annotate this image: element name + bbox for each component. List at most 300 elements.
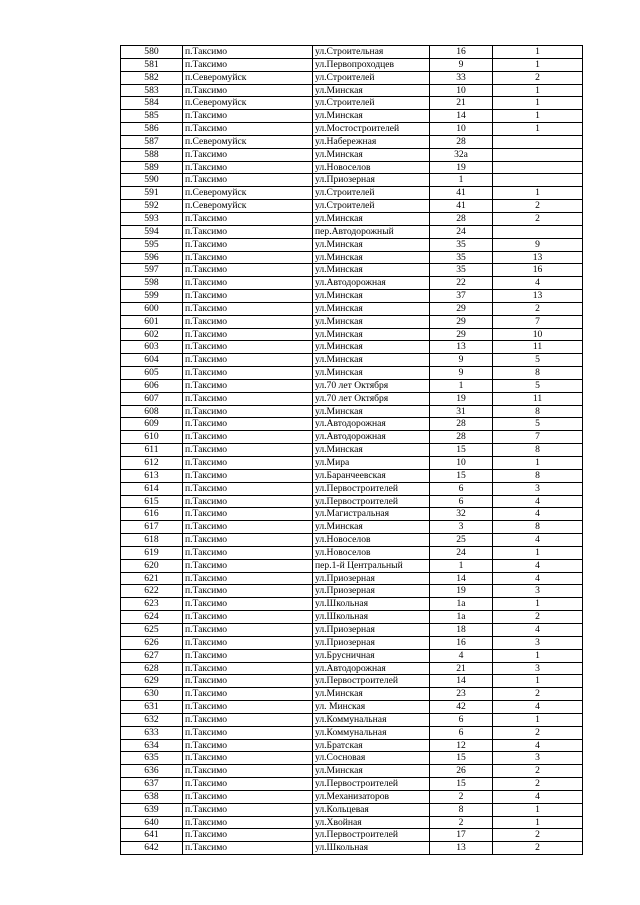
row-number: 601 [121,315,183,328]
table-row [121,765,583,778]
street-cell: ул.Строителей [313,71,430,84]
settlement-cell: п.Таксимо [183,675,313,688]
table-row [121,367,583,380]
apartment-number-cell: 2 [493,726,583,739]
settlement-cell: п.Таксимо [183,713,313,726]
address-table [120,45,583,855]
table-row [121,534,583,547]
table-row [121,290,583,303]
row-number: 622 [121,585,183,598]
settlement-cell: п.Таксимо [183,816,313,829]
street-cell: ул.Первостроителей [313,778,430,791]
house-number-cell: 29 [430,302,493,315]
street-cell: ул.Минская [313,315,430,328]
table-row [121,495,583,508]
apartment-number-cell: 3 [493,585,583,598]
apartment-number-cell: 13 [493,251,583,264]
house-number-cell: 28 [430,212,493,225]
street-cell: ул.Приозерная [313,174,430,187]
settlement-cell: п.Таксимо [183,174,313,187]
street-cell: ул.Минская [313,212,430,225]
row-number: 605 [121,367,183,380]
house-number-cell: 21 [430,97,493,110]
house-number-cell: 19 [430,585,493,598]
apartment-number-cell: 1 [493,110,583,123]
street-cell: ул.Школьная [313,842,430,855]
settlement-cell: п.Таксимо [183,598,313,611]
table-row [121,251,583,264]
table-row [121,752,583,765]
table-row [121,418,583,431]
row-number: 598 [121,277,183,290]
apartment-number-cell: 2 [493,778,583,791]
house-number-cell: 21 [430,662,493,675]
apartment-number-cell: 5 [493,418,583,431]
settlement-cell: п.Таксимо [183,495,313,508]
table-row [121,354,583,367]
street-cell: ул.Приозерная [313,636,430,649]
address-table-body [121,46,583,855]
settlement-cell: п.Таксимо [183,58,313,71]
settlement-cell: п.Таксимо [183,341,313,354]
apartment-number-cell: 11 [493,392,583,405]
apartment-number-cell: 4 [493,701,583,714]
row-number: 621 [121,572,183,585]
row-number: 610 [121,431,183,444]
apartment-number-cell: 1 [493,187,583,200]
street-cell: ул.Первостроителей [313,675,430,688]
table-row [121,315,583,328]
street-cell: ул.Приозерная [313,572,430,585]
settlement-cell: п.Таксимо [183,482,313,495]
house-number-cell: 2 [430,790,493,803]
table-row [121,97,583,110]
street-cell: ул.Минская [313,341,430,354]
table-row [121,174,583,187]
settlement-cell: п.Таксимо [183,469,313,482]
street-cell: ул.Приозерная [313,585,430,598]
row-number: 641 [121,829,183,842]
street-cell: ул.Минская [313,238,430,251]
house-number-cell: 15 [430,469,493,482]
row-number: 614 [121,482,183,495]
house-number-cell: 15 [430,752,493,765]
settlement-cell: п.Таксимо [183,405,313,418]
settlement-cell: п.Северомуйск [183,97,313,110]
table-row [121,444,583,457]
street-cell: ул.Строительная [313,46,430,59]
settlement-cell: п.Таксимо [183,739,313,752]
row-number: 591 [121,187,183,200]
apartment-number-cell: 3 [493,636,583,649]
apartment-number-cell: 7 [493,431,583,444]
street-cell: ул.Сосновая [313,752,430,765]
settlement-cell: п.Северомуйск [183,200,313,213]
table-row [121,58,583,71]
table-row [121,264,583,277]
row-number: 626 [121,636,183,649]
settlement-cell: п.Таксимо [183,842,313,855]
table-row [121,585,583,598]
row-number: 634 [121,739,183,752]
apartment-number-cell: 4 [493,790,583,803]
settlement-cell: п.Таксимо [183,290,313,303]
settlement-cell: п.Таксимо [183,790,313,803]
house-number-cell: 9 [430,354,493,367]
apartment-number-cell [493,161,583,174]
table-row [121,816,583,829]
house-number-cell: 28 [430,135,493,148]
table-row [121,277,583,290]
row-number: 594 [121,225,183,238]
street-cell: ул. Минская [313,701,430,714]
settlement-cell: п.Таксимо [183,546,313,559]
house-number-cell: 12 [430,739,493,752]
house-number-cell: 6 [430,713,493,726]
street-cell: ул.Минская [313,765,430,778]
row-number: 583 [121,84,183,97]
settlement-cell: п.Таксимо [183,636,313,649]
house-number-cell: 33 [430,71,493,84]
row-number: 609 [121,418,183,431]
row-number: 624 [121,611,183,624]
settlement-cell: п.Таксимо [183,829,313,842]
table-row [121,842,583,855]
settlement-cell: п.Таксимо [183,161,313,174]
settlement-cell: п.Таксимо [183,225,313,238]
street-cell: ул.Новоселов [313,534,430,547]
house-number-cell: 26 [430,765,493,778]
house-number-cell: 35 [430,251,493,264]
settlement-cell: п.Таксимо [183,418,313,431]
house-number-cell: 24 [430,546,493,559]
house-number-cell: 37 [430,290,493,303]
street-cell: ул.Братская [313,739,430,752]
settlement-cell: п.Таксимо [183,431,313,444]
street-cell: ул.Хвойная [313,816,430,829]
house-number-cell: 14 [430,675,493,688]
table-row [121,469,583,482]
row-number: 633 [121,726,183,739]
settlement-cell: п.Таксимо [183,457,313,470]
table-row [121,302,583,315]
house-number-cell: 14 [430,572,493,585]
settlement-cell: п.Таксимо [183,315,313,328]
apartment-number-cell: 3 [493,752,583,765]
apartment-number-cell: 3 [493,662,583,675]
table-row [121,482,583,495]
table-row [121,238,583,251]
house-number-cell: 10 [430,457,493,470]
row-number: 635 [121,752,183,765]
house-number-cell: 29 [430,328,493,341]
row-number: 611 [121,444,183,457]
apartment-number-cell: 2 [493,302,583,315]
table-row [121,598,583,611]
apartment-number-cell: 1 [493,97,583,110]
apartment-number-cell: 2 [493,765,583,778]
settlement-cell: п.Таксимо [183,778,313,791]
table-row [121,572,583,585]
street-cell: ул.Коммунальная [313,726,430,739]
apartment-number-cell: 1 [493,58,583,71]
table-row [121,135,583,148]
row-number: 637 [121,778,183,791]
apartment-number-cell: 2 [493,611,583,624]
house-number-cell: 4 [430,649,493,662]
house-number-cell: 18 [430,623,493,636]
row-number: 612 [121,457,183,470]
row-number: 630 [121,688,183,701]
house-number-cell: 41 [430,187,493,200]
table-row [121,623,583,636]
row-number: 639 [121,803,183,816]
settlement-cell: п.Таксимо [183,765,313,778]
table-row [121,649,583,662]
apartment-number-cell: 2 [493,200,583,213]
street-cell: ул.Мира [313,457,430,470]
apartment-number-cell: 2 [493,842,583,855]
house-number-cell: 9 [430,58,493,71]
table-row [121,200,583,213]
table-row [121,161,583,174]
house-number-cell: 1а [430,598,493,611]
house-number-cell: 32а [430,148,493,161]
table-row [121,328,583,341]
street-cell: ул.Механизаторов [313,790,430,803]
house-number-cell: 13 [430,341,493,354]
apartment-number-cell: 4 [493,508,583,521]
apartment-number-cell: 8 [493,469,583,482]
table-row [121,726,583,739]
table-row [121,405,583,418]
apartment-number-cell: 2 [493,71,583,84]
row-number: 587 [121,135,183,148]
house-number-cell: 41 [430,200,493,213]
table-row [121,688,583,701]
street-cell: ул.Минская [313,688,430,701]
apartment-number-cell: 16 [493,264,583,277]
settlement-cell: п.Таксимо [183,264,313,277]
row-number: 617 [121,521,183,534]
settlement-cell: п.Таксимо [183,123,313,136]
apartment-number-cell: 1 [493,816,583,829]
house-number-cell: 42 [430,701,493,714]
settlement-cell: п.Таксимо [183,354,313,367]
row-number: 638 [121,790,183,803]
row-number: 580 [121,46,183,59]
settlement-cell: п.Таксимо [183,379,313,392]
row-number: 586 [121,123,183,136]
apartment-number-cell: 1 [493,46,583,59]
row-number: 627 [121,649,183,662]
apartment-number-cell: 10 [493,328,583,341]
settlement-cell: п.Таксимо [183,84,313,97]
street-cell: ул.Первостроителей [313,495,430,508]
street-cell: ул.Минская [313,251,430,264]
row-number: 595 [121,238,183,251]
row-number: 584 [121,97,183,110]
house-number-cell: 8 [430,803,493,816]
settlement-cell: п.Таксимо [183,212,313,225]
street-cell: ул.Автодорожная [313,431,430,444]
street-cell: ул.Кольцевая [313,803,430,816]
row-number: 593 [121,212,183,225]
apartment-number-cell: 8 [493,367,583,380]
apartment-number-cell: 8 [493,405,583,418]
street-cell: ул.Минская [313,290,430,303]
house-number-cell: 9 [430,367,493,380]
row-number: 589 [121,161,183,174]
table-row [121,123,583,136]
row-number: 608 [121,405,183,418]
apartment-number-cell: 5 [493,379,583,392]
street-cell: ул.Первопроходцев [313,58,430,71]
row-number: 640 [121,816,183,829]
table-row [121,611,583,624]
table-row [121,225,583,238]
settlement-cell: п.Таксимо [183,277,313,290]
apartment-number-cell: 4 [493,623,583,636]
table-row [121,739,583,752]
settlement-cell: п.Таксимо [183,444,313,457]
apartment-number-cell [493,225,583,238]
house-number-cell: 22 [430,277,493,290]
house-number-cell: 1а [430,611,493,624]
apartment-number-cell: 3 [493,482,583,495]
row-number: 604 [121,354,183,367]
row-number: 585 [121,110,183,123]
street-cell: ул.Автодорожная [313,418,430,431]
row-number: 636 [121,765,183,778]
row-number: 600 [121,302,183,315]
street-cell: ул.Новоселов [313,161,430,174]
house-number-cell: 10 [430,123,493,136]
table-row [121,341,583,354]
house-number-cell: 16 [430,46,493,59]
settlement-cell: п.Таксимо [183,726,313,739]
settlement-cell: п.Таксимо [183,688,313,701]
house-number-cell: 16 [430,636,493,649]
row-number: 581 [121,58,183,71]
row-number: 625 [121,623,183,636]
row-number: 596 [121,251,183,264]
table-row [121,790,583,803]
settlement-cell: п.Таксимо [183,585,313,598]
street-cell: ул.Строителей [313,97,430,110]
apartment-number-cell: 4 [493,559,583,572]
street-cell: пер.1-й Центральный [313,559,430,572]
street-cell: ул.Минская [313,264,430,277]
row-number: 602 [121,328,183,341]
street-cell: ул.Брусничная [313,649,430,662]
settlement-cell: п.Таксимо [183,752,313,765]
settlement-cell: п.Таксимо [183,572,313,585]
house-number-cell: 6 [430,726,493,739]
house-number-cell: 2 [430,816,493,829]
table-row [121,559,583,572]
street-cell: пер.Автодорожный [313,225,430,238]
apartment-number-cell: 4 [493,534,583,547]
row-number: 597 [121,264,183,277]
settlement-cell: п.Таксимо [183,662,313,675]
settlement-cell: п.Северомуйск [183,71,313,84]
apartment-number-cell: 13 [493,290,583,303]
house-number-cell: 6 [430,495,493,508]
row-number: 631 [121,701,183,714]
row-number: 613 [121,469,183,482]
apartment-number-cell: 1 [493,457,583,470]
apartment-number-cell: 4 [493,495,583,508]
street-cell: ул.Минская [313,354,430,367]
apartment-number-cell: 4 [493,739,583,752]
table-row [121,392,583,405]
table-row [121,803,583,816]
street-cell: ул.Баранчеевская [313,469,430,482]
street-cell: ул.70 лет Октября [313,392,430,405]
table-row [121,701,583,714]
street-cell: ул.Минская [313,444,430,457]
row-number: 642 [121,842,183,855]
street-cell: ул.Автодорожная [313,662,430,675]
street-cell: ул.Первостроителей [313,829,430,842]
apartment-number-cell [493,135,583,148]
table-row [121,431,583,444]
street-cell: ул.Приозерная [313,623,430,636]
table-row [121,508,583,521]
street-cell: ул.Строителей [313,187,430,200]
apartment-number-cell: 1 [493,713,583,726]
settlement-cell: п.Таксимо [183,508,313,521]
street-cell: ул.Минская [313,367,430,380]
street-cell: ул.Минская [313,328,430,341]
settlement-cell: п.Таксимо [183,148,313,161]
apartment-number-cell: 2 [493,688,583,701]
house-number-cell: 10 [430,84,493,97]
house-number-cell: 13 [430,842,493,855]
table-row [121,829,583,842]
house-number-cell: 28 [430,431,493,444]
settlement-cell: п.Таксимо [183,623,313,636]
street-cell: ул.Школьная [313,598,430,611]
settlement-cell: п.Таксимо [183,803,313,816]
house-number-cell: 24 [430,225,493,238]
house-number-cell: 3 [430,521,493,534]
street-cell: ул.70 лет Октября [313,379,430,392]
row-number: 618 [121,534,183,547]
house-number-cell: 15 [430,778,493,791]
house-number-cell: 28 [430,418,493,431]
settlement-cell: п.Таксимо [183,392,313,405]
apartment-number-cell: 1 [493,803,583,816]
house-number-cell: 23 [430,688,493,701]
apartment-number-cell: 9 [493,238,583,251]
apartment-number-cell: 11 [493,341,583,354]
street-cell: ул.Минская [313,302,430,315]
row-number: 619 [121,546,183,559]
house-number-cell: 15 [430,444,493,457]
street-cell: ул.Минская [313,84,430,97]
apartment-number-cell: 8 [493,444,583,457]
row-number: 599 [121,290,183,303]
table-row [121,521,583,534]
table-row [121,212,583,225]
house-number-cell: 19 [430,392,493,405]
house-number-cell: 1 [430,174,493,187]
street-cell: ул.Автодорожная [313,277,430,290]
house-number-cell: 35 [430,264,493,277]
house-number-cell: 1 [430,559,493,572]
